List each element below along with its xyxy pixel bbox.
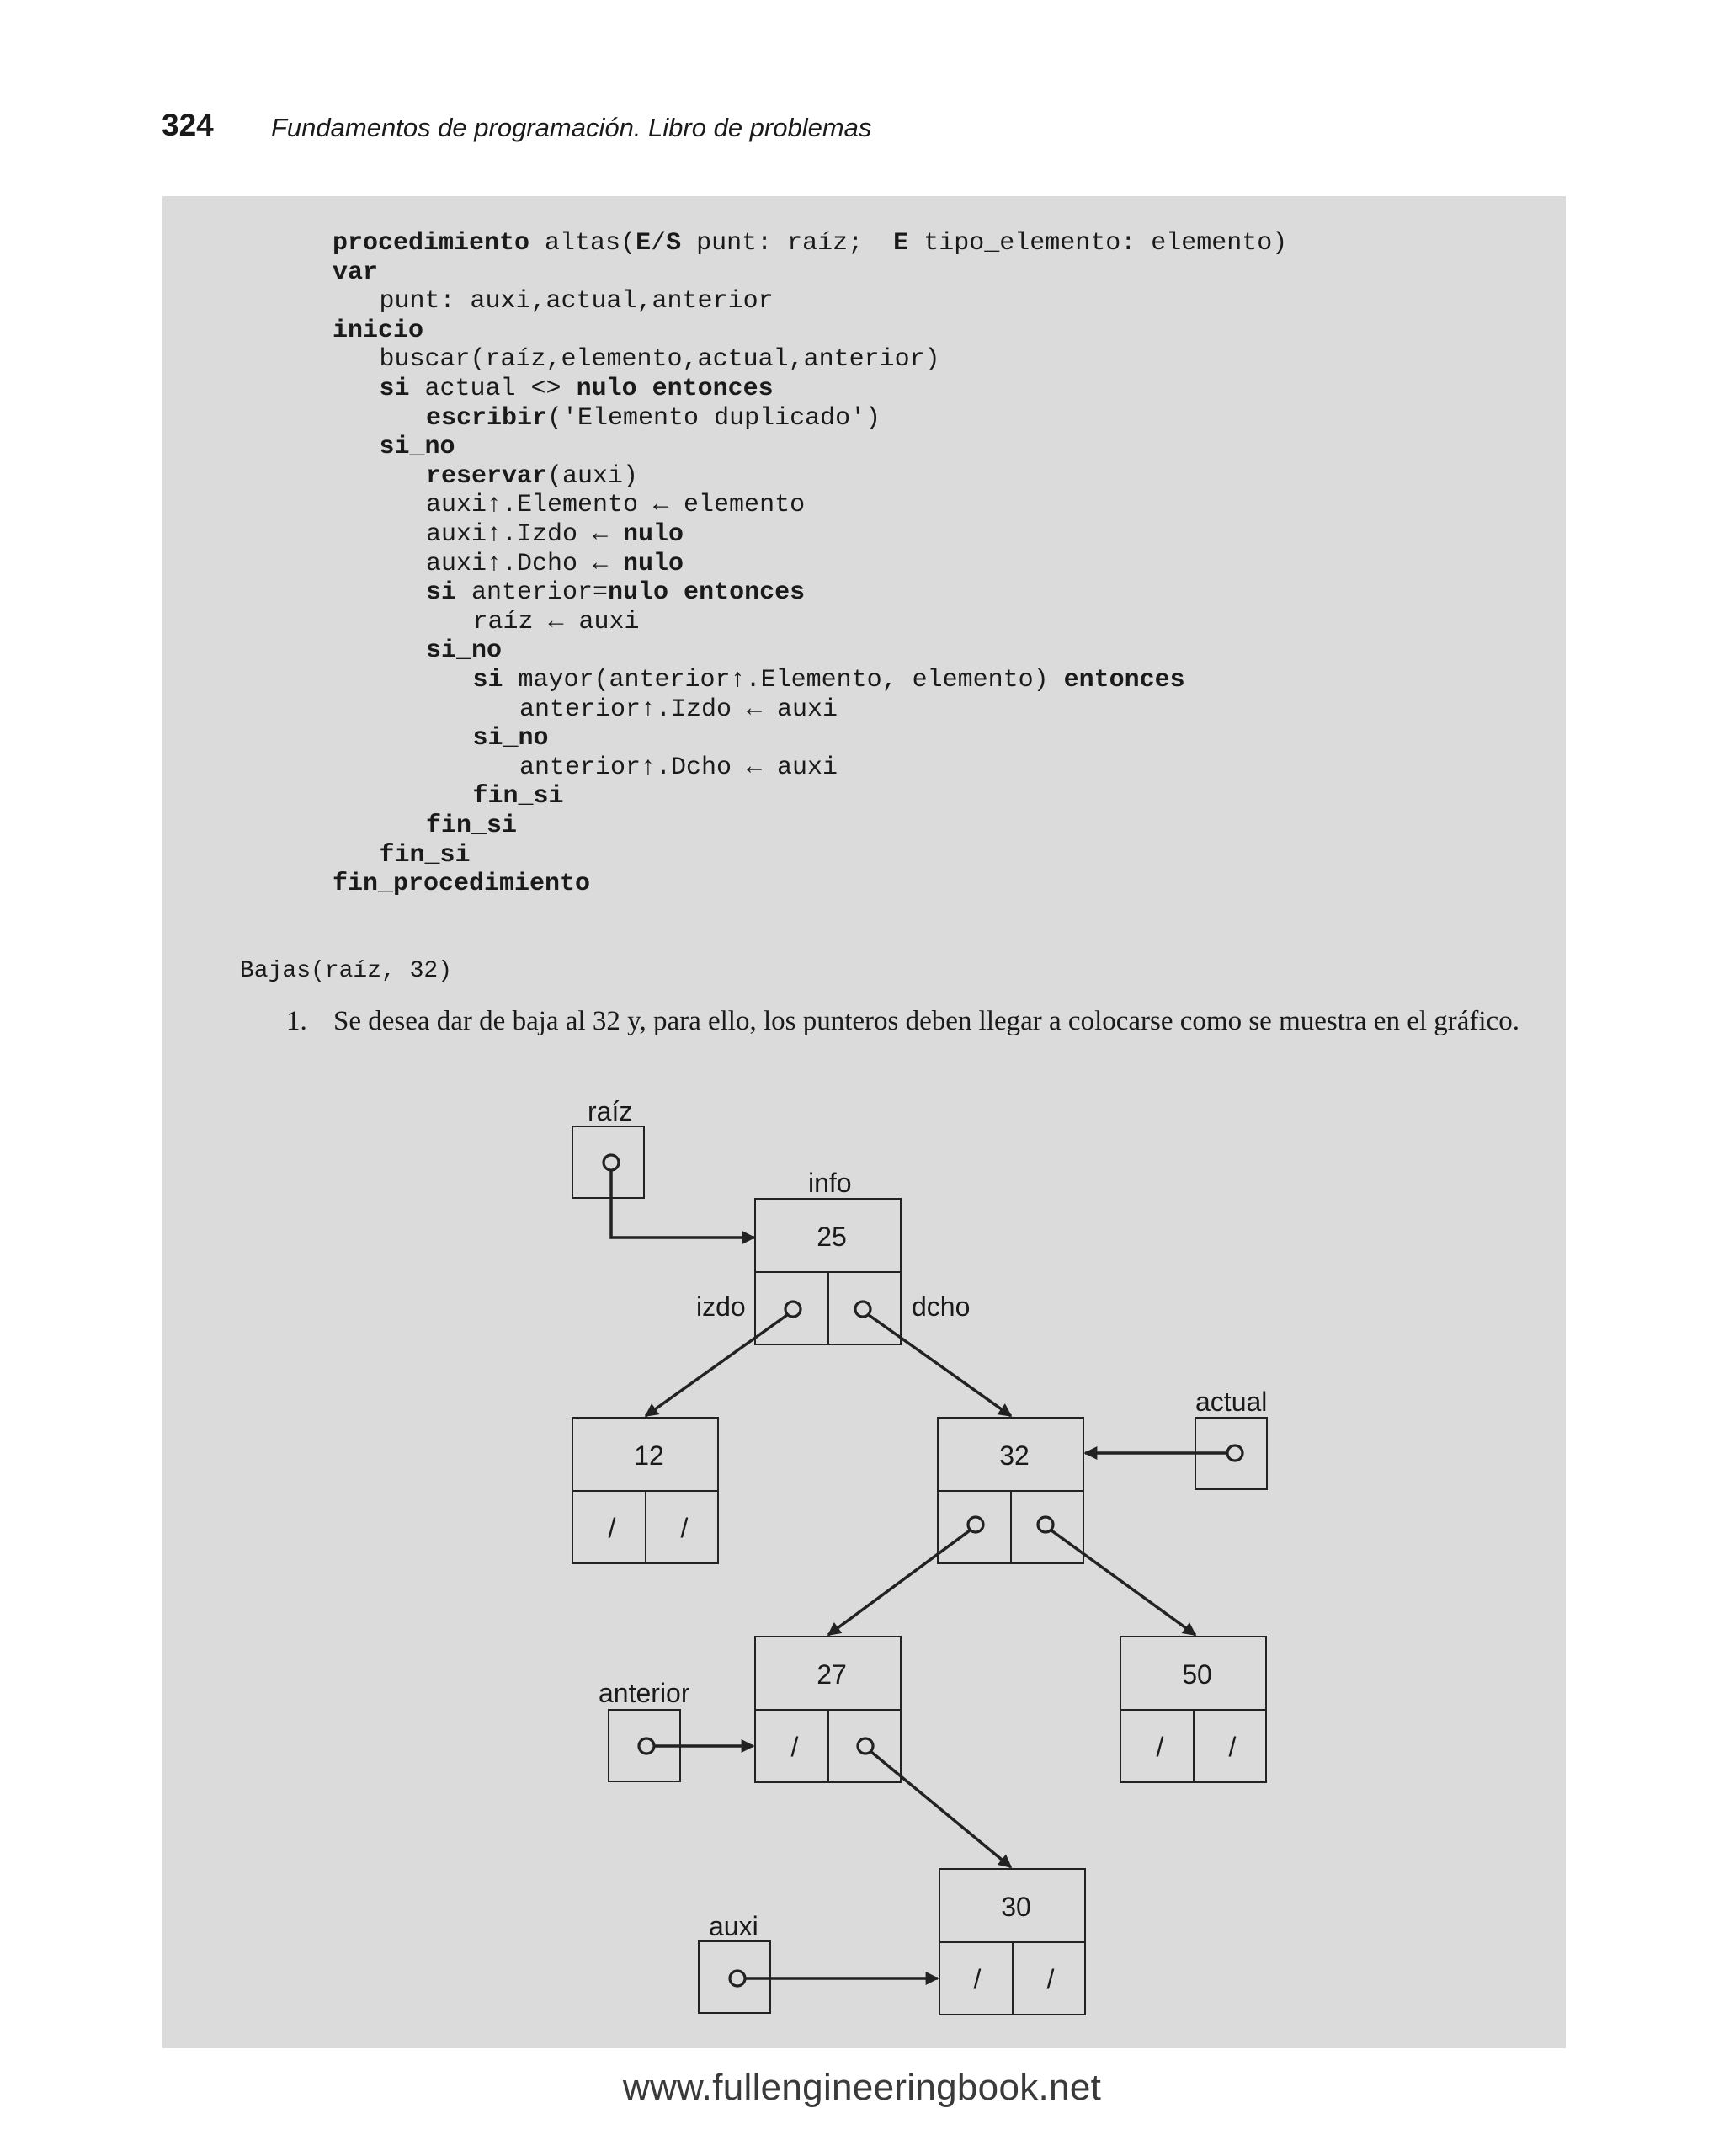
pointer-dot-raiz <box>604 1155 619 1170</box>
code-keyword: fin_si <box>379 840 471 870</box>
code-text: actual <> <box>409 375 577 403</box>
tree-node-12 <box>572 1418 718 1563</box>
page-number: 324 <box>162 108 214 142</box>
pointer-dot-27-right <box>858 1738 873 1754</box>
code-keyword: E <box>893 229 909 258</box>
code-text: ('Elemento duplicado') <box>547 403 881 433</box>
code-text: auxi↑.Dcho ← <box>426 549 624 578</box>
label-info: info <box>808 1168 852 1198</box>
pointer-dot-32-left <box>968 1517 983 1532</box>
null-right: / <box>1046 1964 1055 1994</box>
code-keyword: escribir <box>426 403 548 433</box>
code-text: anterior↑.Dcho ← auxi <box>519 753 838 782</box>
arrow-25-to-32 <box>869 1315 1011 1416</box>
code-text: altas( <box>529 229 636 258</box>
arrow-27-to-30 <box>871 1752 1011 1867</box>
code-keyword: entonces <box>1063 666 1185 695</box>
code-keyword: si <box>472 666 503 695</box>
code-text: punt: raíz; <box>681 229 894 258</box>
code-keyword: nulo <box>623 520 684 549</box>
code-keyword: si <box>379 375 410 403</box>
node-value: 25 <box>817 1222 847 1252</box>
code-keyword: nulo entonces <box>576 375 774 403</box>
arrow-raiz-to-25 <box>611 1170 754 1238</box>
code-keyword: fin_si <box>426 812 518 840</box>
code-keyword: inicio <box>333 316 424 345</box>
null-left: / <box>790 1732 799 1762</box>
code-text: anterior= <box>456 578 609 608</box>
pointer-dot-25-right <box>855 1302 870 1317</box>
pointer-dot-32-right <box>1038 1517 1053 1532</box>
tree-node-50 <box>1120 1637 1266 1782</box>
label-anterior: anterior <box>599 1678 690 1708</box>
label-actual: actual <box>1195 1387 1268 1417</box>
code-keyword: si_no <box>379 433 455 462</box>
pointer-dot-anterior <box>639 1738 654 1754</box>
node-value: 12 <box>634 1440 664 1471</box>
null-right: / <box>1228 1732 1237 1762</box>
running-title: Fundamentos de programación. Libro de problemas <box>271 113 872 142</box>
node-value: 30 <box>1001 1892 1031 1922</box>
code-keyword: nulo <box>623 549 684 578</box>
node-value: 27 <box>817 1659 847 1690</box>
null-left: / <box>1156 1732 1164 1762</box>
arrow-32-to-27 <box>828 1530 970 1635</box>
procedure-call: Bajas(raíz, 32) <box>240 958 453 984</box>
pointer-box-raiz <box>572 1126 644 1198</box>
code-text: mayor(anterior↑.Elemento, elemento) <box>503 666 1064 695</box>
footer-url: www.fullengineeringbook.net <box>622 2067 1102 2108</box>
node-value: 50 <box>1182 1659 1212 1690</box>
tree-node-27 <box>755 1637 901 1782</box>
code-text: buscar(raíz,elemento,actual,anterior) <box>379 345 940 375</box>
code-keyword: var <box>333 258 379 287</box>
code-text: tipo_elemento: elemento) <box>908 229 1288 258</box>
label-dcho: dcho <box>912 1291 971 1322</box>
null-left: / <box>608 1513 616 1543</box>
label-raiz: raíz <box>588 1096 633 1126</box>
code-text: / <box>651 229 667 258</box>
code-keyword: nulo entonces <box>608 578 806 608</box>
code-text: raíz ← auxi <box>472 607 640 636</box>
tree-node-30 <box>939 1869 1085 2015</box>
pointer-dot-auxi <box>730 1971 745 1986</box>
code-text: (auxi) <box>547 461 639 491</box>
code-keyword: si <box>426 578 457 608</box>
code-text: punt: auxi,actual,anterior <box>379 287 774 317</box>
pointer-dot-actual <box>1227 1445 1242 1461</box>
code-keyword: fin_procedimiento <box>333 870 591 899</box>
code-keyword: fin_si <box>472 782 564 812</box>
code-keyword: procedimiento <box>333 229 530 258</box>
node-value: 32 <box>999 1440 1030 1471</box>
tree-node-32 <box>938 1418 1083 1563</box>
arrow-32-to-50 <box>1051 1530 1195 1635</box>
label-auxi: auxi <box>709 1911 758 1941</box>
code-keyword: si_no <box>472 724 549 753</box>
null-left: / <box>973 1964 982 1994</box>
list-item-text: Se desea dar de baja al 32 y, para ello, los punteros deben llegar a colocarse como se muestra en el gráfico. <box>333 1006 1519 1036</box>
code-keyword: E <box>636 229 652 258</box>
code-keyword: reservar <box>426 461 548 491</box>
pointer-dot-25-left <box>785 1302 801 1317</box>
list-item-number: 1. <box>286 1006 307 1036</box>
code-text: auxi↑.Izdo ← <box>426 520 624 549</box>
null-right: / <box>680 1513 689 1543</box>
label-izdo: izdo <box>696 1291 746 1322</box>
code-text: auxi↑.Elemento ← elemento <box>426 491 806 520</box>
code-keyword: si_no <box>426 636 503 666</box>
arrow-25-to-12 <box>646 1315 787 1416</box>
code-keyword: S <box>666 229 682 258</box>
code-text: anterior↑.Izdo ← auxi <box>519 695 838 724</box>
